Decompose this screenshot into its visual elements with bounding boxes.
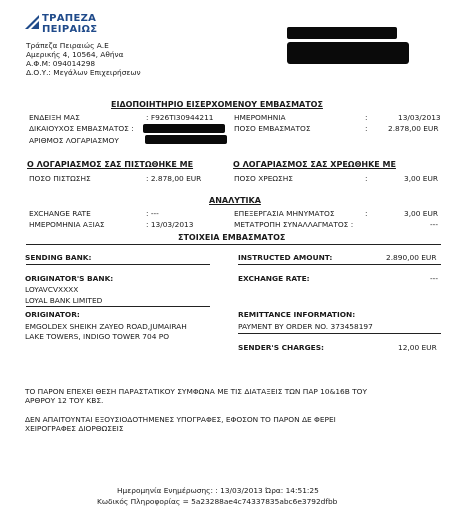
originator-bank-label: ORIGINATOR'S BANK: bbox=[25, 274, 114, 283]
processing-sep: : bbox=[365, 209, 368, 218]
update-timestamp: Ημερομηνία Ενημέρωσης: : 13/03/2013 Ώρα: 14:51:25 bbox=[117, 486, 319, 495]
exchange-rate-remit-label: EXCHANGE RATE: bbox=[238, 274, 310, 283]
date-value: 13/03/2013 bbox=[398, 113, 441, 122]
debit-sep: : bbox=[365, 174, 368, 183]
credited-title: Ο ΛΟΓΑΡΙΑΣΜΟΣ ΣΑΣ ΠΙΣΤΩΘΗΚΕ ΜΕ bbox=[27, 160, 194, 169]
divider-line bbox=[238, 264, 441, 265]
exchange-rate-remit-value: --- bbox=[430, 274, 439, 283]
legal-note-1-line2: ΑΡΘΡΟΥ 12 ΤΟΥ ΚΒΣ. bbox=[25, 396, 104, 405]
remittance-info-value: PAYMENT BY ORDER NO. 373458197 bbox=[238, 322, 373, 331]
amount-value: 2.878,00 EUR bbox=[388, 124, 439, 133]
debited-title: Ο ΛΟΓΑΡΙΑΣΜΟΣ ΣΑΣ ΧΡΕΩΘΗΚΕ ΜΕ bbox=[233, 160, 396, 169]
redacted-beneficiary bbox=[143, 124, 225, 133]
credit-value: : 2.878,00 EUR bbox=[146, 174, 202, 183]
exchange-rate-label: EXCHANGE RATE bbox=[29, 209, 91, 218]
conversion-label: ΜΕΤΑΤΡΟΠΗ ΣΥΝΑΛΛΑΓΜΑΤΟΣ : bbox=[234, 220, 354, 229]
redacted-recipient-name bbox=[287, 27, 397, 39]
debit-value: 3,00 EUR bbox=[404, 174, 439, 183]
address-line: Α.Φ.Μ: 094014298 bbox=[26, 59, 96, 68]
account-label: ΑΡΙΘΜΟΣ ΛΟΓΑΡΙΑΣΜΟΥ bbox=[29, 136, 119, 145]
divider-line bbox=[26, 264, 210, 265]
reference-value: : F926TI30944211 bbox=[146, 113, 214, 122]
senders-charges-label: SENDER'S CHARGES: bbox=[238, 343, 325, 352]
originator-bank-code: LOYAVCVXXXX bbox=[25, 285, 79, 294]
exchange-rate-value: : --- bbox=[146, 209, 159, 218]
address-line: Δ.Ο.Υ.: Μεγάλων Επιχειρήσεων bbox=[26, 68, 141, 77]
legal-note-2-line1: ΔΕΝ ΑΠΑΙΤΟΥΝΤΑΙ ΕΞΟΥΣΙΟΔΟΤΗΜΕΝΕΣ ΥΠΟΓΡΑΦΕΣ, ΕΦΟΣΟΝ ΤΟ ΠΑΡΟΝ ΔΕ ΦΕΡΕΙ bbox=[25, 415, 336, 424]
bank-logo-line2: ΠΕΙΡΑΙΩΣ bbox=[42, 24, 98, 35]
originator-line1: EMGOLDEX SHEIKH ZAYEO ROAD,JUMAIRAH bbox=[25, 322, 187, 331]
amount-sep: : bbox=[365, 124, 368, 133]
value-date-label: ΗΜΕΡΟΜΗΝΙΑ ΑΞΙΑΣ bbox=[29, 220, 105, 229]
instructed-amount-value: 2.890,00 EUR bbox=[386, 253, 437, 262]
redacted-account bbox=[145, 135, 227, 144]
divider-line bbox=[26, 244, 441, 245]
bank-logo-line1: ΤΡΑΠΕΖΑ bbox=[42, 13, 97, 24]
remittance-title: ΣΤΟΙΧΕΙΑ ΕΜΒΑΣΜΑΤΟΣ bbox=[178, 233, 286, 242]
senders-charges-value: 12,00 EUR bbox=[398, 343, 437, 352]
address-line: Αμερικής 4, 10564, Αθήνα bbox=[26, 50, 124, 59]
legal-note-1 bbox=[25, 387, 367, 405]
divider-line bbox=[26, 306, 210, 307]
date-sep: : bbox=[365, 113, 368, 122]
reference-label: ΕΝΔΕΙΞΗ ΜΑΣ bbox=[29, 113, 80, 122]
analysis-title: ΑΝΑΛΥΤΙΚΑ bbox=[209, 196, 261, 205]
originator-line2: LAKE TOWERS, INDIGO TOWER 704 PO bbox=[25, 332, 170, 341]
originator-bank-name: LOYAL BANK LIMITED bbox=[25, 296, 103, 305]
processing-label: ΕΠΕΞΕΡΓΑΣΙΑ ΜΗΝΥΜΑΤΟΣ bbox=[234, 209, 335, 218]
date-label: ΗΜΕΡΟΜΗΝΙΑ bbox=[234, 113, 286, 122]
value-date-value: : 13/03/2013 bbox=[146, 220, 194, 229]
processing-value: 3,00 EUR bbox=[404, 209, 439, 218]
redacted-recipient-address bbox=[287, 42, 409, 64]
bank-logo-mark bbox=[25, 15, 39, 29]
instructed-amount-label: INSTRUCTED AMOUNT: bbox=[238, 253, 333, 262]
remittance-info-label: REMITTANCE INFORMATION: bbox=[238, 310, 356, 319]
legal-note-1-line1: ΤΟ ΠΑΡΟΝ ΕΠΕΧΕΙ ΘΕΣΗ ΠΑΡΑΣΤΑΤΙΚΟΥ ΣΥΜΦΩΝΑ ΜΕ ΤΙΣ ΔΙΑΤΑΞΕΙΣ ΤΩΝ ΠΑΡ 10&16Β ΤΟΥ bbox=[25, 387, 368, 396]
bank-address bbox=[26, 41, 141, 77]
credit-label: ΠΟΣΟ ΠΙΣΤΩΣΗΣ bbox=[29, 174, 91, 183]
legal-note-2 bbox=[25, 415, 336, 433]
amount-label: ΠΟΣΟ ΕΜΒΑΣΜΑΤΟΣ bbox=[234, 124, 311, 133]
address-line: Τράπεζα Πειραιώς Α.Ε bbox=[26, 41, 109, 50]
conversion-value: --- bbox=[430, 220, 439, 229]
info-code: Κωδικός Πληροφορίας = 5a23288ae4c74337835abc6e3792dfbb bbox=[97, 497, 338, 506]
beneficiary-label: ΔΙΚΑΙΟΥΧΟΣ ΕΜΒΑΣΜΑΤΟΣ : bbox=[29, 124, 134, 133]
legal-note-2-line2: ΧΕΙΡΟΓΡΑΦΕΣ ΔΙΟΡΘΩΣΕΙΣ bbox=[25, 424, 124, 433]
sending-bank-label: SENDING BANK: bbox=[25, 253, 92, 262]
notice-title: ΕΙΔΟΠΟΙΗΤΗΡΙΟ ΕΙΣΕΡΧΟΜΕΝΟΥ ΕΜΒΑΣΜΑΤΟΣ bbox=[111, 100, 323, 109]
originator-label: ORIGINATOR: bbox=[25, 310, 80, 319]
debit-label: ΠΟΣΟ ΧΡΕΩΣΗΣ bbox=[234, 174, 293, 183]
divider-line bbox=[238, 333, 441, 334]
